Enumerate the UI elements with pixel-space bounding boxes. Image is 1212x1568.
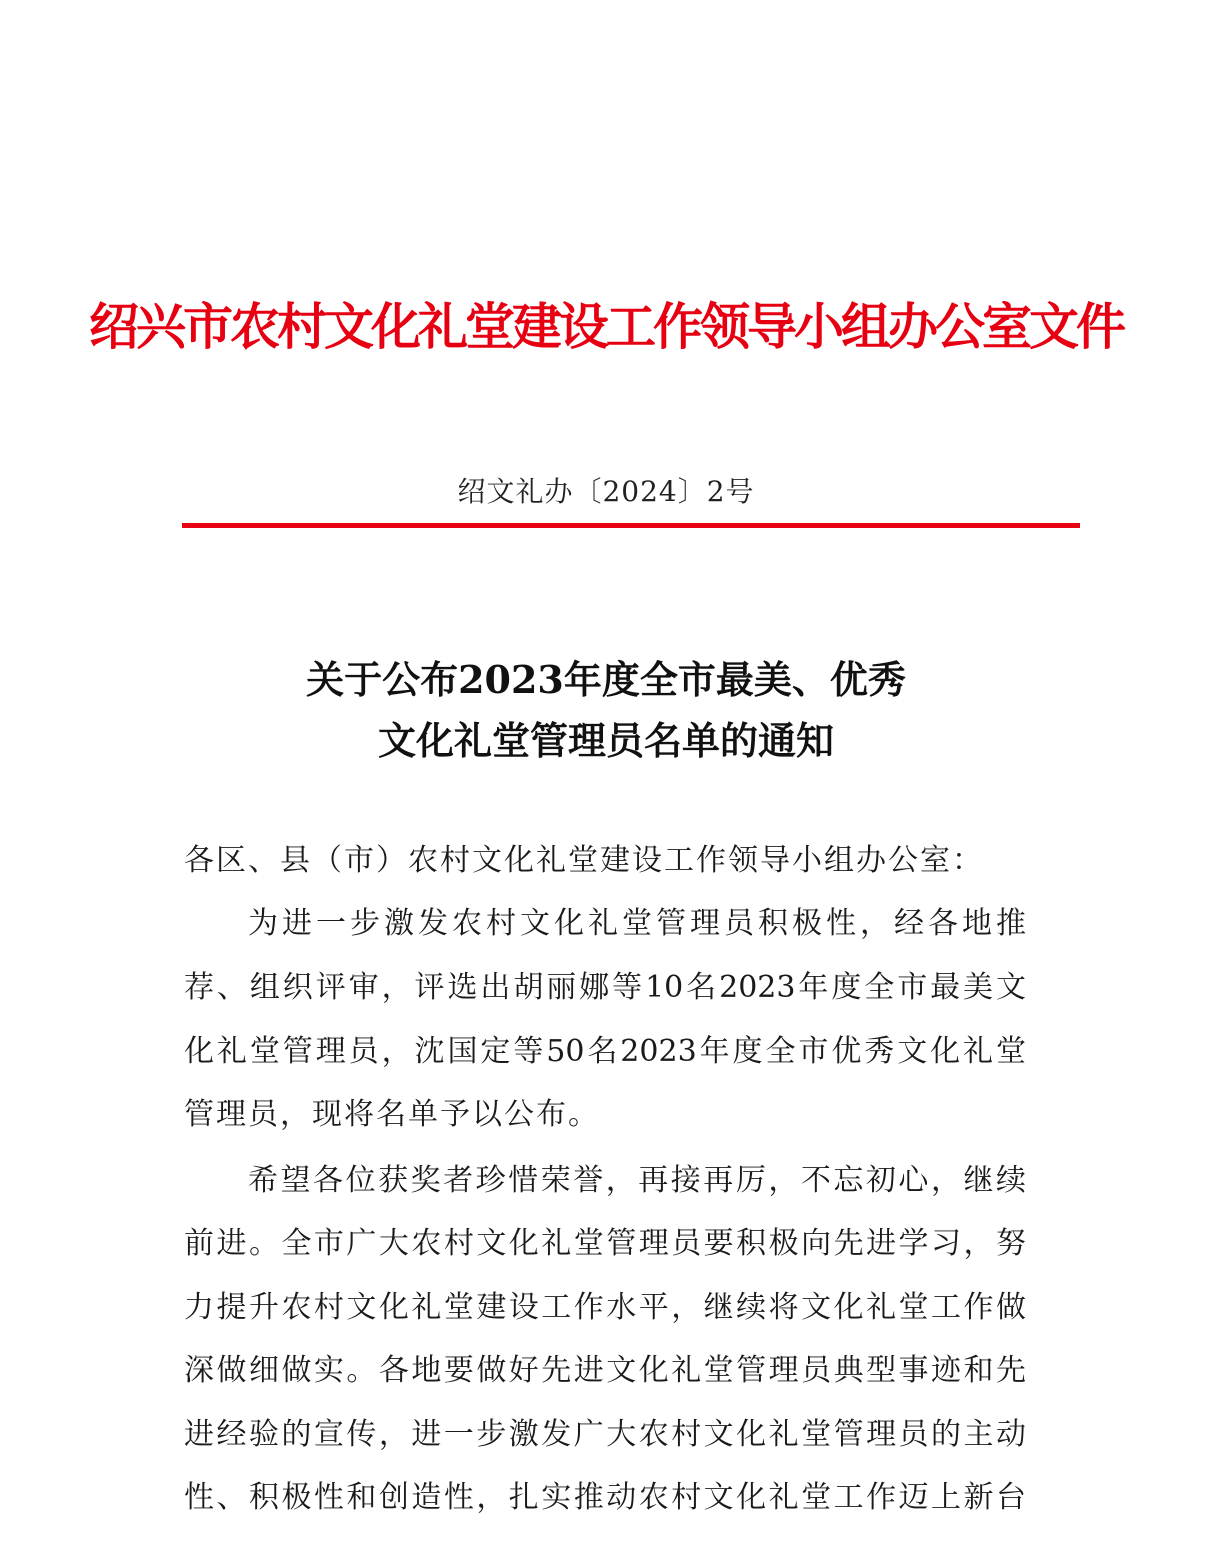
body-line-10: 性、积极性和创造性，扎实推动农村文化礼堂工作迈上新台 — [184, 1480, 1026, 1515]
body-line-4: 管理员，现将名单予以公布。 — [184, 1097, 600, 1132]
body-line-9: 进经验的宣传，进一步激发广大农村文化礼堂管理员的主动 — [184, 1417, 1026, 1452]
salutation: 各区、县（市）农村文化礼堂建设工作领导小组办公室： — [184, 843, 984, 878]
body-line-2: 荐、组织评审，评选出胡丽娜等10名2023年度全市最美文 — [184, 970, 1026, 1005]
body-line-1: 为进一步激发农村文化礼堂管理员积极性，经各地推 — [248, 906, 1026, 941]
body-line-6: 前进。全市广大农村文化礼堂管理员要积极向先进学习，努 — [184, 1226, 1026, 1261]
notice-title-line-2: 文化礼堂管理员名单的通知 — [377, 718, 834, 763]
notice-title-line-1: 关于公布2023年度全市最美、优秀 — [306, 657, 906, 702]
body-line-7: 力提升农村文化礼堂建设工作水平，继续将文化礼堂工作做 — [184, 1290, 1026, 1325]
document-number: 绍文礼办〔2024〕2号 — [457, 475, 755, 508]
body-line-8: 深做细做实。各地要做好先进文化礼堂管理员典型事迹和先 — [184, 1353, 1026, 1388]
red-divider-line — [182, 523, 1080, 528]
body-line-3: 化礼堂管理员，沈国定等50名2023年度全市优秀文化礼堂 — [184, 1034, 1026, 1069]
body-line-5: 希望各位获奖者珍惜荣誉，再接再厉，不忘初心，继续 — [248, 1163, 1026, 1198]
document-masthead: 绍兴市农村文化礼堂建设工作领导小组办公室文件 — [89, 298, 1123, 356]
